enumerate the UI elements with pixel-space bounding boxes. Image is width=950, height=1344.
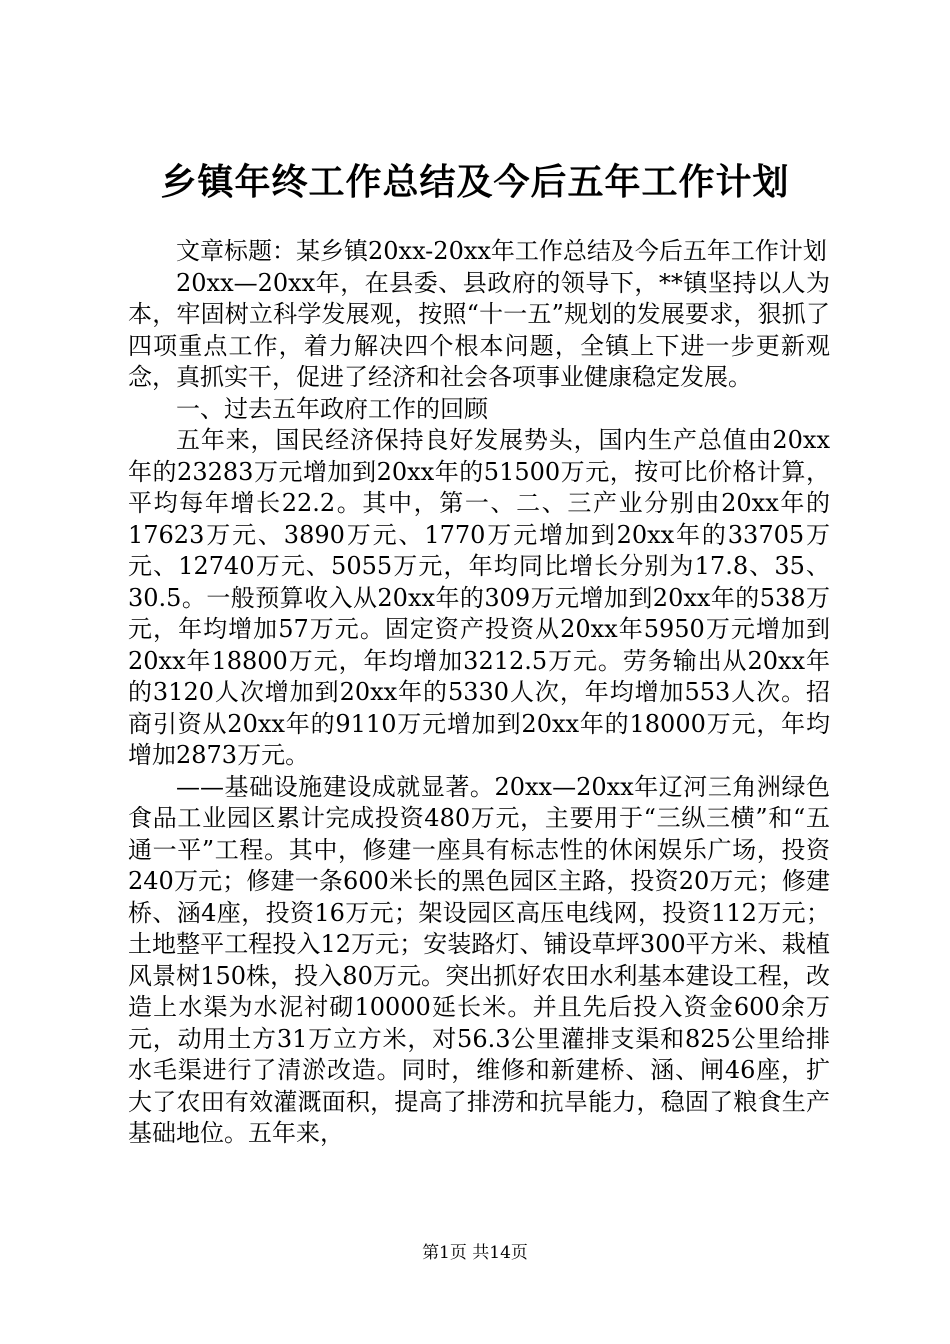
economy-paragraph: 五年来，国民经济保持良好发展势头，国内生产总值由20xx年的23283万元增加到20xx年的51500万元，按可比价格计算，平均每年增长22.2。其中，第一、二、三产业分别由20xx年的17623万元、3890万元、1770万元增加到20xx年的33705万元、12740万元、5055万元，年均同比增长分别为17.8、35、30.5。一般预算收入从20xx年的309万元增加到20xx年的538万元，年均增加57万元。固定资产投资从20xx年5950万元增加到20xx年18800万元，年均增加3212.5万元。劳务输出从20xx年的3120人次增加到20xx年的5330人次，年均增加553人次。招商引资从20xx年的9110万元增加到20xx年的18000万元，年均增加2873万元。 (128, 426, 830, 769)
intro-paragraph: 20xx—20xx年，在县委、县政府的领导下，**镇坚持以人为本，牢固树立科学发展观，按照“十一五”规划的发展要求，狠抓了四项重点工作，着力解决四个根本问题，全镇上下进一步更新观念，真抓实干，促进了经济和社会各项事业健康稳定发展。 (128, 268, 830, 391)
document-body (128, 236, 830, 1150)
infrastructure-paragraph: ——基础设施建设成就显著。20xx—20xx年辽河三角洲绿色食品工业园区累计完成投资480万元，主要用于“三纵三横”和“五通一平”工程。其中，修建一座具有标志性的休闲娱乐广场，投资240万元；修建一条600米长的黑色园区主路，投资20万元；修建桥、涵4座，投资16万元；架设园区高压电线网，投资112万元；土地整平工程投入12万元；安装路灯、铺设草坪300平方米、栽植风景树150株，投入80万元。突出抓好农田水利基本建设工程，改造上水渠为水泥衬砌10000延长米。并且先后投入资金600余万元，动用土方31万立方米，对56.3公里灌排支渠和825公里给排水毛渠进行了清淤改造。同时，维修和新建桥、涵、闸46座，扩大了农田有效灌溉面积，提高了排涝和抗旱能力，稳固了粮食生产基础地位。五年来， (128, 772, 830, 1147)
section-heading: 一、过去五年政府工作的回顾 (176, 394, 488, 423)
page-footer: 第1页 共14页 (422, 1243, 528, 1263)
document-title: 乡镇年终工作总结及今后五年工作计划 (160, 161, 790, 203)
article-title-paragraph: 文章标题：某乡镇20xx-20xx年工作总结及今后五年工作计划 (176, 237, 827, 265)
